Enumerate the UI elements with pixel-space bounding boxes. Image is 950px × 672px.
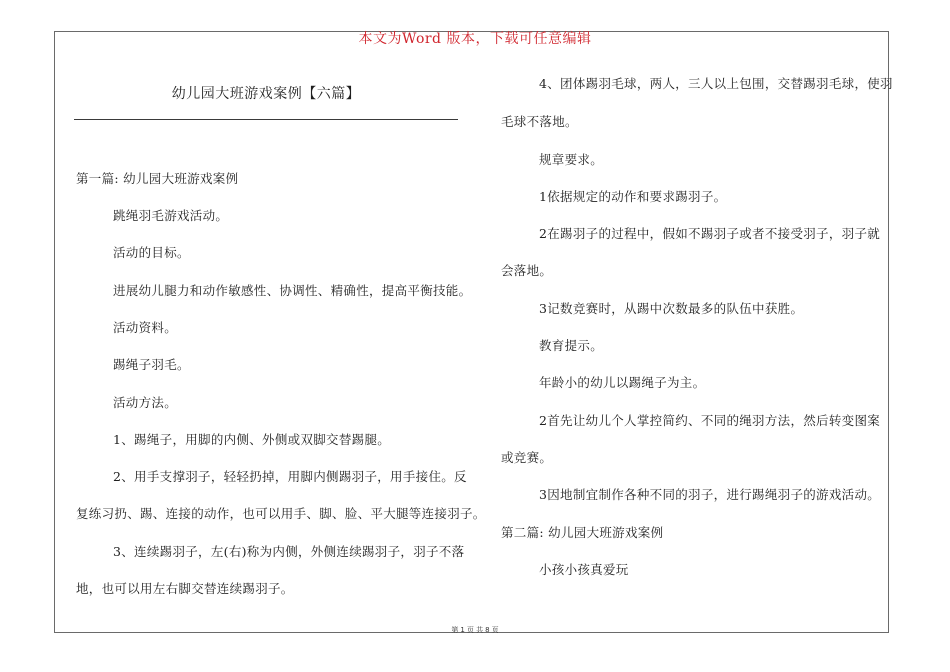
document-title: 幼儿园大班游戏案例【六篇】: [171, 86, 361, 102]
paragraph-line: 3、连续踢羽子，左(右)称为内侧，外侧连续踢羽子，羽子不落: [113, 544, 465, 559]
paragraph-line: 规章要求。: [539, 152, 604, 167]
paragraph-line: 1、踢绳子，用脚的内侧、外侧或双脚交替踢腿。: [113, 432, 391, 447]
section-heading: 第二篇: 幼儿园大班游戏案例: [501, 525, 664, 540]
page-footer: [0, 625, 950, 635]
paragraph-line: 3记数竞赛时，从踢中次数最多的队伍中获胜。: [539, 301, 804, 316]
paragraph-line: 教育提示。: [539, 338, 604, 353]
paragraph-line: 活动的目标。: [113, 245, 190, 260]
watermark-banner: 本文为Word 版本，下载可任意编辑: [358, 31, 592, 47]
paragraph-line: 2、用手支撑羽子，轻轻扔掉，用脚内侧踢羽子，用手接住。反: [113, 469, 467, 484]
paragraph-line: 踢绳子羽毛。: [113, 357, 190, 372]
footer-label: 页: [491, 626, 499, 634]
paragraph-line: 毛球不落地。: [501, 114, 578, 129]
paragraph-line: 地，也可以用左右脚交替连续踢羽子。: [76, 581, 294, 596]
footer-label: 第: [451, 626, 459, 634]
current-page-number: 1: [460, 626, 465, 634]
paragraph-line: 小孩小孩真爱玩: [539, 562, 629, 577]
paragraph-line: 跳绳羽毛游戏活动。: [113, 208, 229, 223]
total-page-count: 8: [485, 626, 490, 634]
title-divider: [74, 119, 458, 120]
paragraph-line: 2在踢羽子的过程中，假如不踢羽子或者不接受羽子，羽子就: [539, 226, 881, 241]
paragraph-line: 3因地制宜制作各种不同的羽子，进行踢绳羽子的游戏活动。: [539, 487, 881, 502]
paragraph-line: 1依据规定的动作和要求踢羽子。: [539, 189, 727, 204]
paragraph-line: 活动资料。: [113, 320, 178, 335]
paragraph-line: 活动方法。: [113, 395, 178, 410]
paragraph-line: 会落地。: [501, 263, 553, 278]
paragraph-line: 进展幼儿腿力和动作敏感性、协调性、精确性，提高平衡技能。: [113, 283, 472, 298]
footer-label: 页 共: [466, 626, 484, 634]
section-heading: 第一篇: 幼儿园大班游戏案例: [76, 171, 239, 186]
paragraph-line: 4、团体踢羽毛球，两人，三人以上包围，交替踢羽毛球，使羽: [539, 76, 893, 91]
paragraph-line: 2首先让幼儿个人掌控简约、不同的绳羽方法，然后转变图案: [539, 413, 881, 428]
paragraph-line: 年龄小的幼儿以踢绳子为主。: [539, 375, 706, 390]
paragraph-line: 复练习扔、踢、连接的动作，也可以用手、脚、脸、平大腿等连接羽子。: [76, 506, 486, 521]
paragraph-line: 或竞赛。: [501, 450, 553, 465]
